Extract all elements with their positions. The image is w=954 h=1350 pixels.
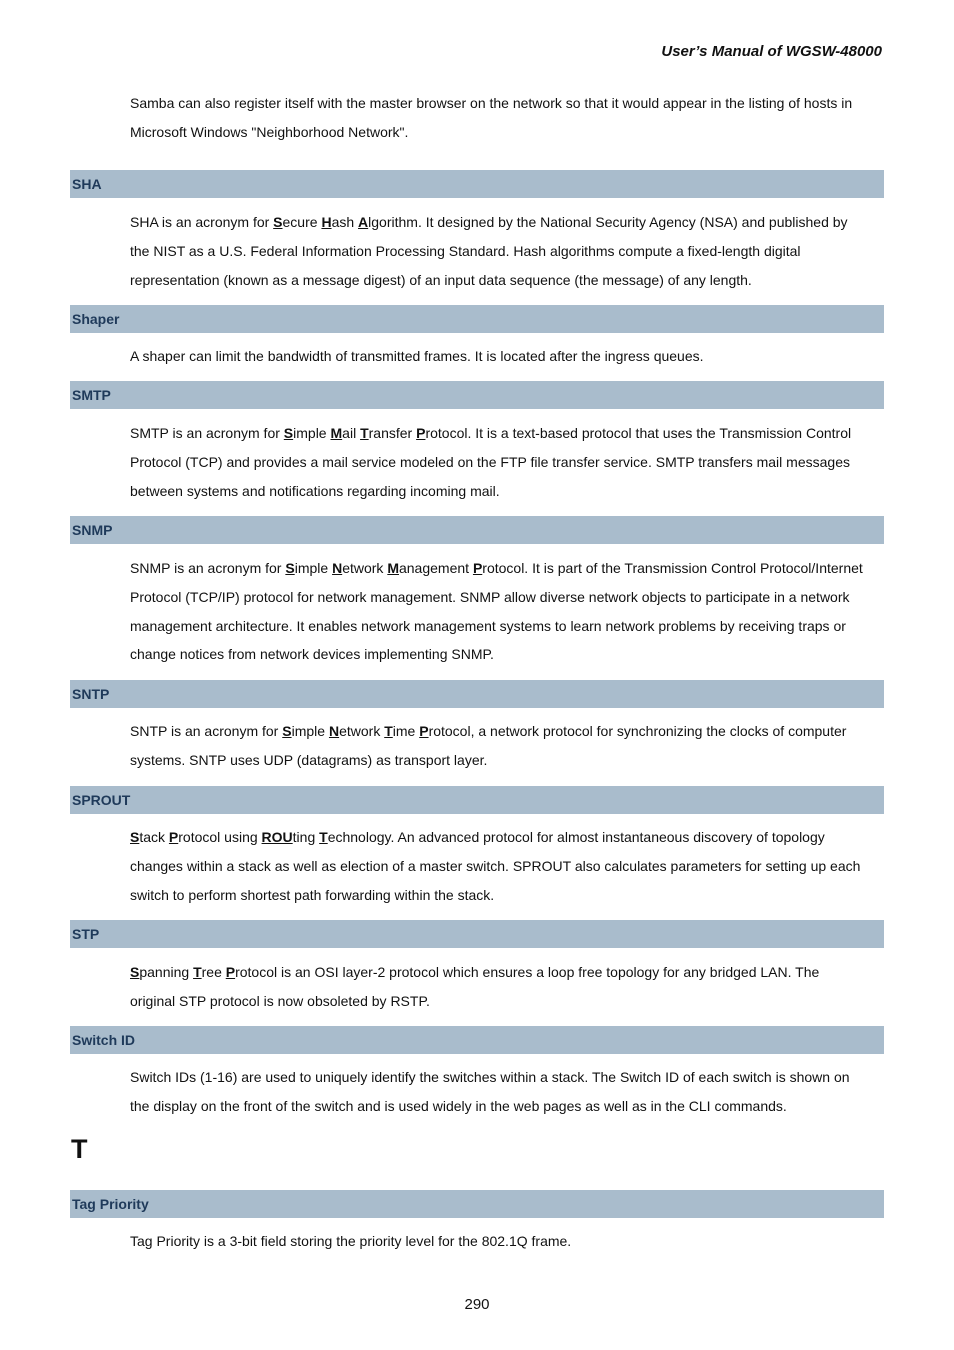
section-heading-label: SMTP bbox=[72, 387, 111, 403]
section-heading-switch-id bbox=[70, 1026, 884, 1054]
shaper-paragraph bbox=[130, 342, 886, 371]
text-line: Switch IDs (1-16) are used to uniquely identify the switches within a stack. The Switch ID of each switch is shown on bbox=[130, 1069, 850, 1085]
text-line: SMTP is an acronym for Simple Mail Transfer Protocol. It is a text-based protocol that uses the Transmission Control bbox=[130, 425, 852, 441]
section-heading-label: SNMP bbox=[72, 522, 113, 538]
text-line: Tag Priority is a 3-bit field storing the priority level for the 802.1Q frame. bbox=[130, 1233, 572, 1249]
section-heading-label: STP bbox=[72, 926, 100, 942]
text-line: original STP protocol is now obsoleted by RSTP. bbox=[130, 992, 430, 1009]
text-line: Microsoft Windows "Neighborhood Network". bbox=[130, 123, 409, 140]
snmp-paragraph bbox=[130, 554, 886, 669]
sprout-paragraph bbox=[130, 823, 886, 909]
switch-id-paragraph bbox=[130, 1063, 886, 1121]
section-letter: T bbox=[71, 1134, 88, 1164]
text-line: Spanning Tree Protocol is an OSI layer-2 protocol which ensures a loop free topology for any bridged LAN. The bbox=[130, 964, 820, 980]
text-line: change notices from network devices implementing SNMP. bbox=[130, 646, 494, 663]
text-line: the display on the front of the switch and is used widely in the web pages as well as in the CLI commands. bbox=[130, 1097, 787, 1114]
section-heading-sntp bbox=[70, 680, 884, 708]
text-line: Samba can also register itself with the master browser on the network so that it would appear in the listing of hosts in bbox=[130, 95, 853, 111]
section-heading-label: Switch ID bbox=[72, 1032, 136, 1048]
text-line: the NIST as a U.S. Federal Information Processing Standard. Hash algorithms compute a fixed-length digital bbox=[130, 242, 801, 259]
text-line: Stack Protocol using ROUting Technology. An advanced protocol for almost instantaneous discovery of topology bbox=[130, 829, 825, 845]
text-line: management architecture. It enables network management systems to learn network problems by receiving traps or bbox=[130, 617, 846, 634]
stp-paragraph bbox=[130, 958, 886, 1016]
section-heading-label: Tag Priority bbox=[72, 1196, 149, 1212]
section-heading-label: Shaper bbox=[72, 311, 120, 327]
text-line: SNMP is an acronym for Simple Network Management Protocol. It is part of the Transmission Control Protocol/Internet bbox=[130, 560, 863, 576]
text-line: switch to perform shortest path forwarding within the stack. bbox=[130, 886, 495, 903]
sntp-paragraph bbox=[130, 717, 886, 775]
section-heading-sha bbox=[70, 170, 884, 198]
text-line: SNTP is an acronym for Simple Network Time Protocol, a network protocol for synchronizing the clocks of computer bbox=[130, 723, 847, 739]
text-line: between systems and notifications regarding incoming mail. bbox=[130, 482, 500, 499]
manual-title: User’s Manual of WGSW-48000 bbox=[661, 43, 882, 60]
text-line: Protocol (TCP) and provides a mail service modeled on the FTP file transfer service. SMTP transfers mail messages bbox=[130, 453, 850, 470]
text-line: A shaper can limit the bandwidth of transmitted frames. It is located after the ingress queues. bbox=[130, 348, 704, 364]
section-heading-stp bbox=[70, 920, 884, 948]
section-heading-smtp bbox=[70, 381, 884, 409]
tag-priority-paragraph bbox=[130, 1227, 886, 1256]
smtp-paragraph bbox=[130, 419, 886, 505]
section-heading-shaper bbox=[70, 305, 884, 333]
section-heading-label: SNTP bbox=[72, 686, 110, 702]
intro-paragraph bbox=[130, 89, 886, 147]
text-line: Protocol (TCP/IP) protocol for network management. SNMP allow diverse network objects to participate in a network bbox=[130, 588, 850, 605]
text-line: systems. SNTP uses UDP (datagrams) as transport layer. bbox=[130, 751, 488, 768]
text-line: changes within a stack as well as election of a master switch. SPROUT also calculates parameters for setting up each bbox=[130, 857, 861, 874]
section-heading-sprout bbox=[70, 786, 884, 814]
section-heading-tag-priority bbox=[70, 1190, 884, 1218]
section-heading-label: SPROUT bbox=[72, 792, 131, 808]
section-heading-snmp bbox=[70, 516, 884, 544]
section-heading-label: SHA bbox=[72, 176, 102, 192]
page-number: 290 bbox=[464, 1296, 490, 1313]
text-line: representation (known as a message digest) of an input data sequence (the message) of any length. bbox=[130, 271, 752, 288]
text-line: SHA is an acronym for Secure Hash Algorithm. It designed by the National Security Agency (NSA) and published by bbox=[130, 214, 848, 230]
sha-paragraph bbox=[130, 208, 886, 294]
